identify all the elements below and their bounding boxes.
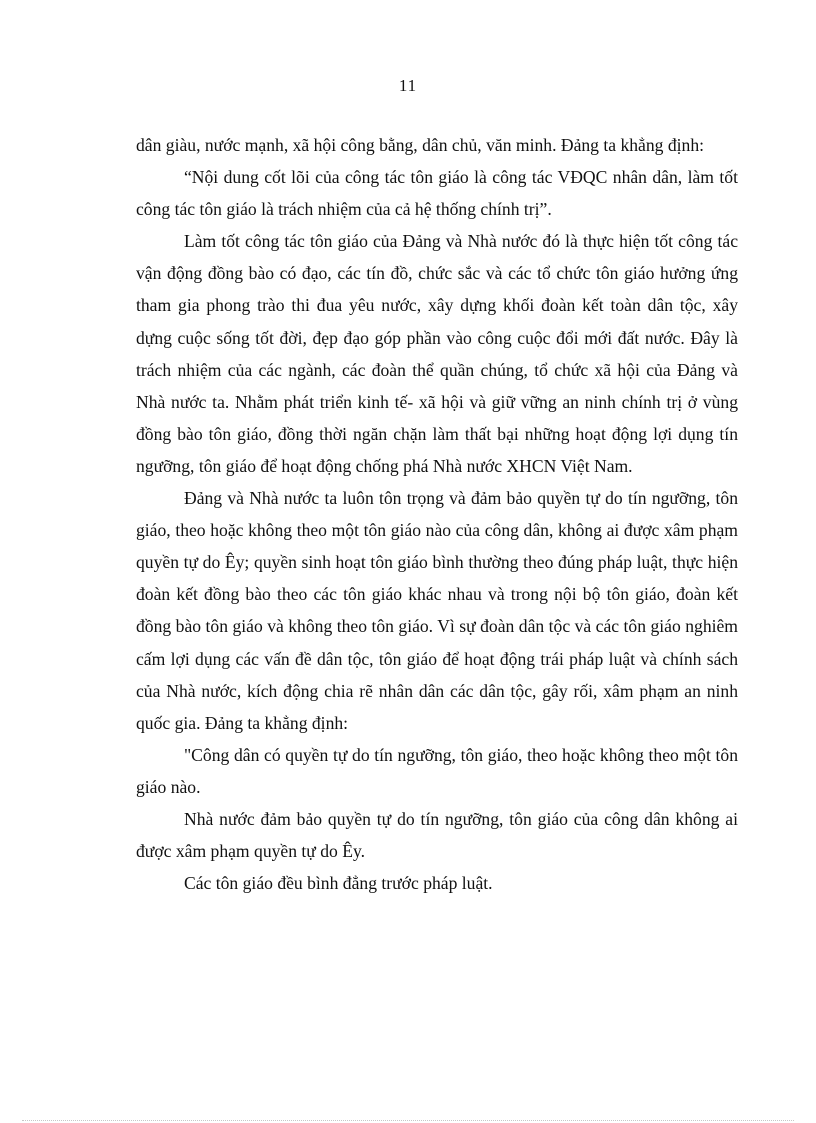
paragraph-continuation: dân giàu, nước mạnh, xã hội công bằng, dân chủ, văn minh. Đảng ta khẳng định: — [136, 135, 705, 155]
document-body — [136, 129, 738, 899]
paragraph-religious-work: Làm tốt công tác tôn giáo của Đảng và Nhà nước đó là thực hiện tốt công tác vận động đồng bào có đạo, các tín đồ, chức sắc và các tổ chức tôn giáo hưởng ứng tham gia phong trào thi đua yêu nước, xây dựng khối đoàn kết toàn dân tộc, xây dựng cuộc sống tốt đời, đẹp đạo góp phần vào công cuộc đổi mới đất nước. Đây là trách nhiệm của các ngành, các đoàn thể quần chúng, tổ chức xã hội của Đảng và Nhà nước ta. Nhằm phát triển kinh tế- xã hội và giữ vững an ninh chính trị ở vùng đồng bào tôn giáo, đồng thời ngăn chặn làm thất bại những hoạt động lợi dụng tín ngưỡng, tôn giáo để hoạt động chống phá Nhà nước XHCN Việt Nam. — [136, 231, 738, 476]
paragraph-state-guarantee: Nhà nước đảm bảo quyền tự do tín ngưỡng, tôn giáo của công dân không ai được xâm phạm quyền tự do Êy. — [136, 808, 738, 862]
paragraph-quote-citizens-right: "Công dân có quyền tự do tín ngưỡng, tôn giáo, theo hoặc không theo một tôn giáo nào. — [136, 744, 738, 797]
page-number: 11 — [398, 76, 418, 95]
paragraph-religions-equal: Các tôn giáo đều bình đẳng trước pháp luật. — [184, 873, 493, 894]
page-bottom-divider — [22, 1120, 794, 1121]
paragraph-freedom-of-belief: Đảng và Nhà nước ta luôn tôn trọng và đảm bảo quyền tự do tín ngưỡng, tôn giáo, theo hoặc không theo một tôn giáo nào của công dân, không ai được xâm phạm quyền tự do Êy; quyền sinh hoạt tôn giáo bình thường theo đúng pháp luật, thực hiện đoàn kết đồng bào theo các tôn giáo khác nhau và trong nội bộ tôn giáo, đoàn kết đồng bào tôn giáo và không theo tôn giáo. Vì sự đoàn dân tộc và các tôn giáo nghiêm cấm lợi dụng các vấn đề dân tộc, tôn giáo để hoạt động trái pháp luật và chính sách của Nhà nước, kích động chia rẽ nhân dân các dân tộc, gây rối, xâm phạm an ninh quốc gia. Đảng ta khẳng định: — [136, 488, 738, 733]
paragraph-quote-core-content: “Nội dung cốt lõi của công tác tôn giáo là công tác VĐQC nhân dân, làm tốt công tác tôn giáo là trách nhiệm của cả hệ thống chính trị”. — [136, 167, 738, 220]
